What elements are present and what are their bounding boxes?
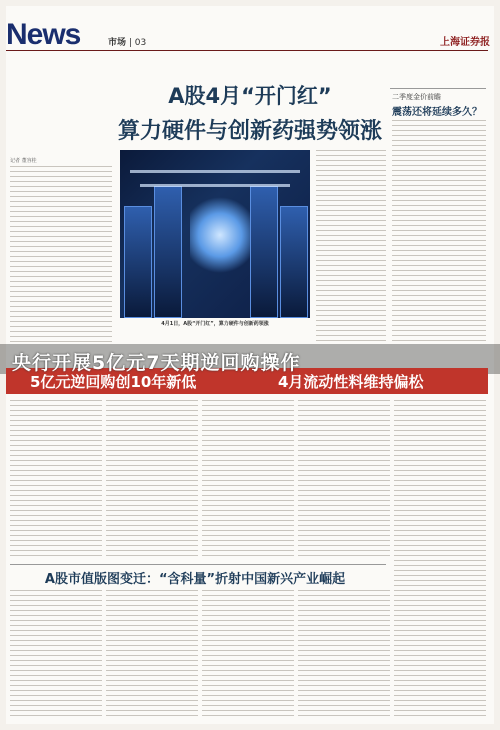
sidebar-column [392,120,486,345]
sidebar-title: 震荡还将延续多久？ [392,107,482,118]
server-rack [154,186,182,318]
byline: 记者 董容桂 [10,158,37,164]
article-column-3 [316,150,386,345]
section-rule [10,564,386,565]
headline-line2: 算力硬件与创新药强势领涨 [117,119,382,144]
brand-name: 上海证券报 [440,37,490,48]
lower-column-5 [394,400,486,720]
light-streak [140,184,290,187]
bottom-column-2 [106,590,198,718]
banner-right-title: 4月流动性料维持偏松 [278,373,424,391]
sidebar-rule [390,88,486,89]
data-center-photo [120,150,310,318]
article-column-1 [10,166,112,342]
lower-column-1 [10,400,102,560]
second-headline: A股市值版图变迁：“含科量”折射中国新兴产业崛起 [44,572,346,587]
sidebar-kicker: 二季度金价前瞻 [392,93,441,101]
lower-column-3 [202,400,294,560]
overlay-headline: 央行开展5亿元7天期逆回购操作 [12,352,301,374]
banner-left-title: 5亿元逆回购创10年新低 [30,373,197,391]
news-logo: News [6,18,81,51]
photo-glow [190,190,250,280]
light-streak [130,170,300,173]
photo-caption: 4月1日，A股“开门红”，算力硬件与创新药领涨 [161,321,269,327]
server-rack [124,206,152,318]
section-name: 市场 [108,38,127,48]
lower-column-2 [106,400,198,560]
section-label: 市场 | 03 [108,38,147,48]
server-rack [280,206,308,318]
headline-line1: A股4月“开门红” [168,84,332,108]
bottom-column-4 [298,590,390,718]
lower-column-4 [298,400,390,560]
page-number: 03 [134,38,147,48]
server-rack [250,186,278,318]
bottom-column-3 [202,590,294,718]
bottom-column-1 [10,590,102,718]
